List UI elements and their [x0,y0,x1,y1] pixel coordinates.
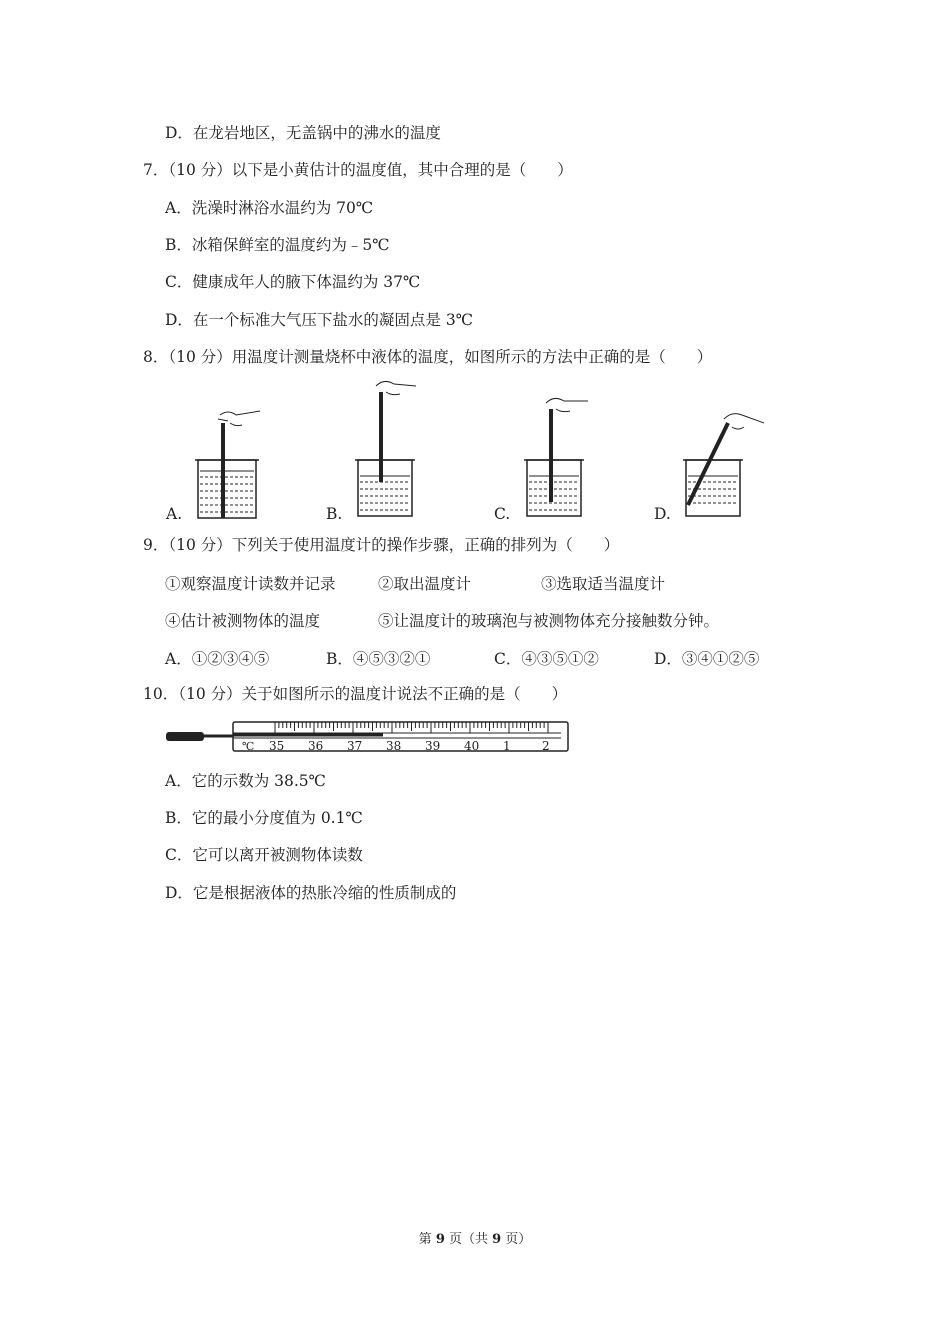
q9-step-1: ①观察温度计读数并记录 [165,575,336,593]
q8-label-a: A. [166,505,183,523]
thermometer-scale-label: 2 [542,739,550,753]
q9-stem: 9．（10 分）下列关于使用温度计的操作步骤，正确的排列为（ ） [143,536,620,554]
footer-page-total: 9 [492,1232,502,1247]
q7-option-a: A．洗澡时淋浴水温约为 70℃ [165,199,374,217]
footer-page-number: 9 [435,1232,445,1247]
q8-label-d: D. [654,505,671,523]
thermometer-scale-label: 35 [269,739,285,753]
q7-option-d: D．在一个标准大气压下盐水的凝固点是 3℃ [165,311,474,329]
beaker-figure-d [680,405,775,523]
q10-option-d: D．它是根据液体的热胀冷缩的性质制成的 [165,884,457,902]
q10-stem: 10．（10 分）关于如图所示的温度计说法不正确的是（ ） [143,685,568,703]
q9-option-d: D．③④①②⑤ [654,650,760,668]
footer-suffix: 页） [501,1232,532,1247]
q10-option-b: B．它的最小分度值为 0.1℃ [165,809,363,827]
thermometer-unit: ℃ [242,740,255,753]
clinical-thermometer-figure [163,716,573,756]
q9-step-3: ③选取适当温度计 [541,575,666,593]
q6-option-d: D．在龙岩地区，无盖锅中的沸水的温度 [165,124,441,142]
q7-option-b: B．冰箱保鲜室的温度约为﹣5℃ [165,236,390,254]
q9-option-a: A．①②③④⑤ [165,650,270,668]
beaker-figure-c [520,395,600,523]
q10-option-a: A．它的示数为 38.5℃ [165,772,326,790]
q7-stem: 7．（10 分）以下是小黄估计的温度值，其中合理的是（ ） [143,161,573,179]
q8-stem: 8．（10 分）用温度计测量烧杯中液体的温度，如图所示的方法中正确的是（ ） [143,348,713,366]
q9-step-4: ④估计被测物体的温度 [165,612,321,630]
q9-option-c: C．④③⑤①② [494,650,599,668]
beaker-figure-b [350,378,430,523]
thermometer-scale-label: 36 [308,739,324,753]
q9-step-2: ②取出温度计 [378,575,472,593]
q8-label-b: B. [326,505,343,523]
thermometer-scale-label: 39 [425,739,441,753]
footer-middle: 页（共 [444,1232,493,1247]
thermometer-scale-label: 37 [347,739,363,753]
q9-option-b: B．④⑤③②① [326,650,431,668]
footer-prefix: 第 [418,1232,436,1247]
thermometer-scale-label: 1 [503,739,511,753]
page-footer [0,1228,950,1247]
thermometer-scale-label: 38 [386,739,402,753]
beaker-figure-a [190,405,270,525]
q8-label-c: C. [494,505,511,523]
q9-step-5: ⑤让温度计的玻璃泡与被测物体充分接触数分钟。 [378,612,720,630]
thermometer-scale-label: 40 [464,739,480,753]
q7-option-c: C．健康成年人的腋下体温约为 37℃ [165,273,421,291]
q10-option-c: C．它可以离开被测物体读数 [165,846,363,864]
